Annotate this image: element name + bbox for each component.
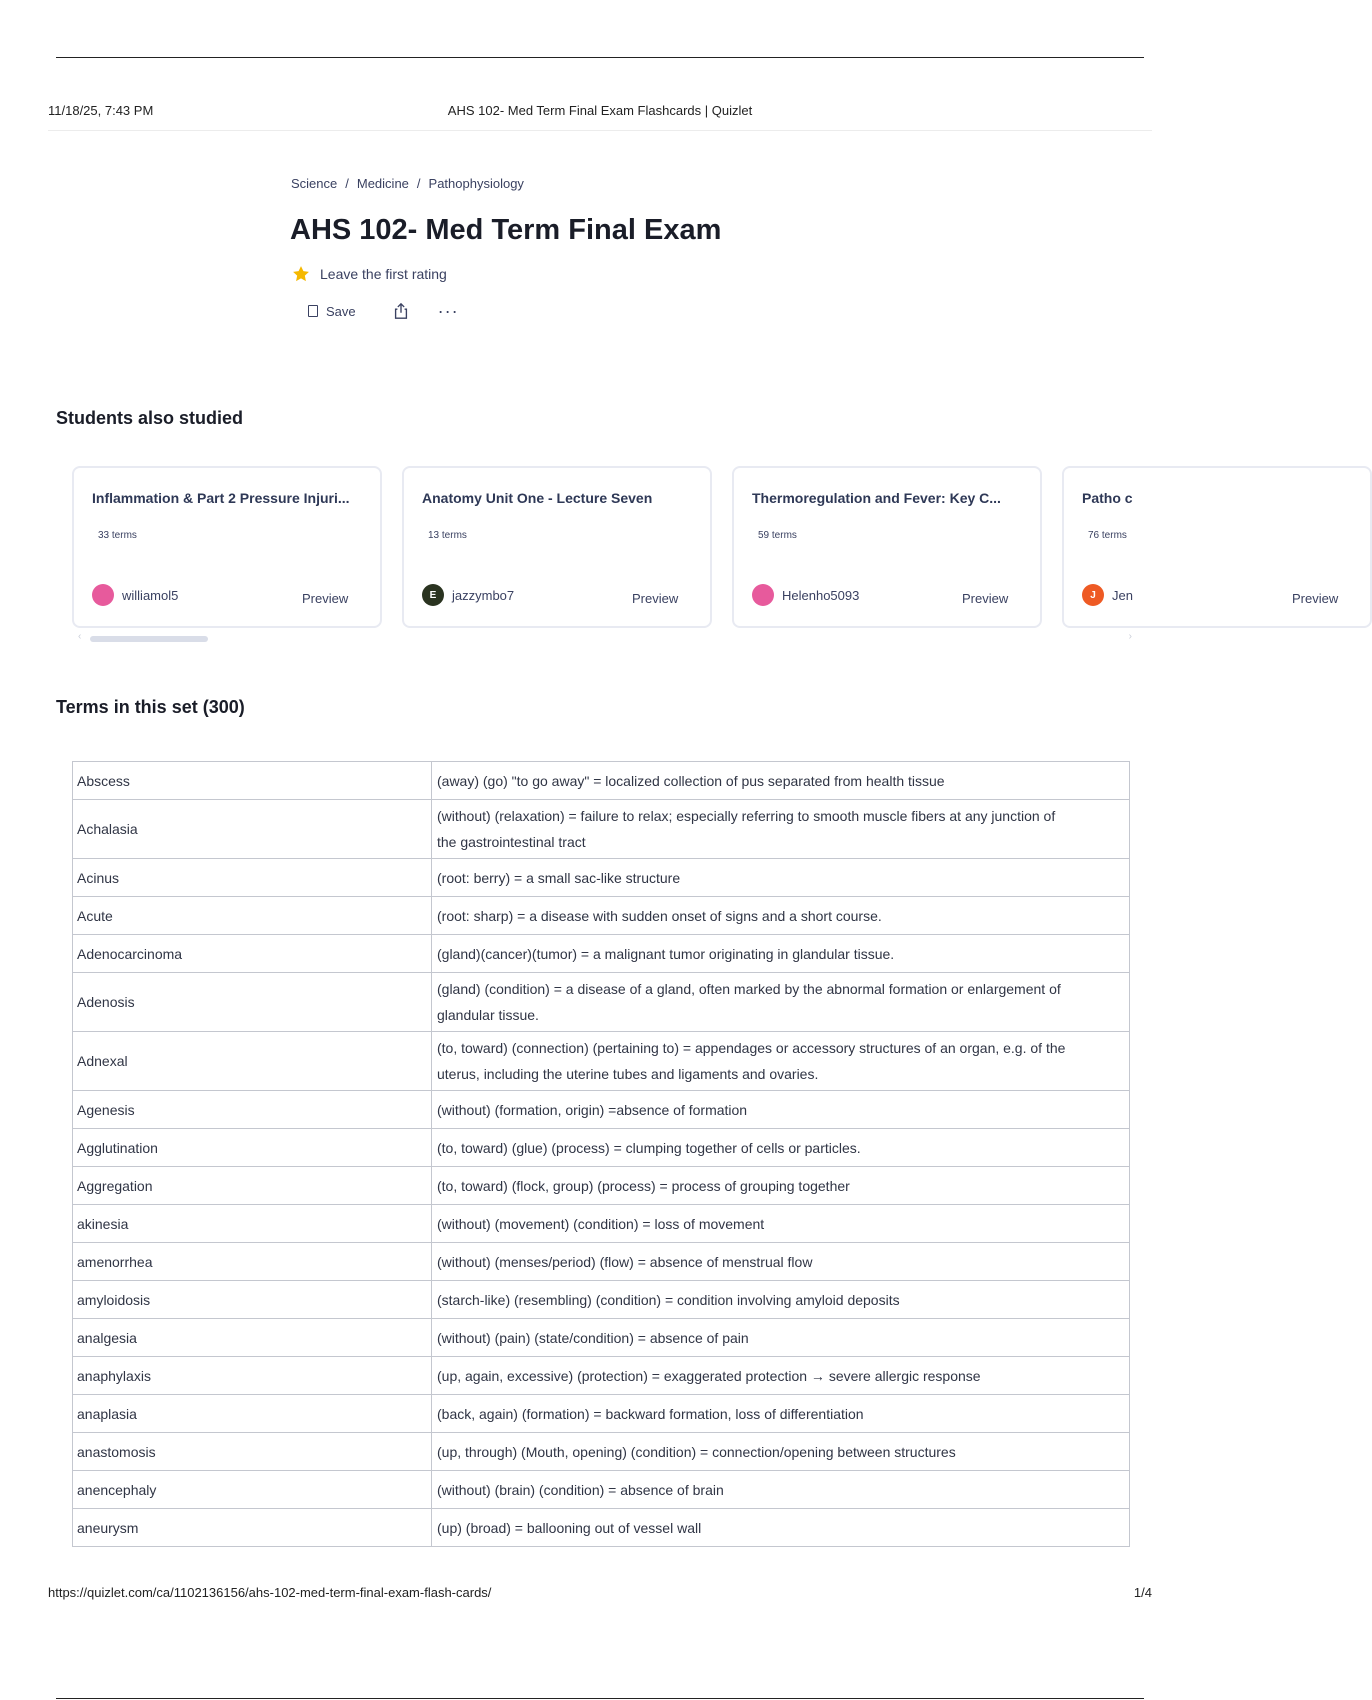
table-row [73,1205,1130,1243]
term-cell: anencephaly [73,1471,432,1509]
card-username: Jen [1112,587,1133,603]
share-icon[interactable] [392,302,410,320]
definition-cell: (starch-like) (resembling) (condition) = condition involving amyloid deposits [432,1281,1130,1319]
print-header-divider [48,130,1152,131]
related-set-card[interactable] [72,466,382,628]
definition-cell: (without) (relaxation) = failure to relax; especially referring to smooth muscle fibers at any junction of the gastrointestinal tract [432,800,1130,859]
page-title: AHS 102- Med Term Final Exam [290,214,722,246]
related-set-card[interactable] [402,466,712,628]
terms-heading: Terms in this set (300) [56,697,245,717]
table-row [73,1281,1130,1319]
definition-cell: (back, again) (formation) = backward formation, loss of differentiation [432,1395,1130,1433]
star-icon [291,264,311,284]
avatar: J [1082,584,1104,606]
table-row [73,762,1130,800]
rating-prompt[interactable] [291,264,447,284]
breadcrumb-pathophysiology[interactable]: Pathophysiology [428,176,524,191]
table-row [73,1433,1130,1471]
definition-cell: (without) (movement) (condition) = loss of movement [432,1205,1130,1243]
card-term-count: 76 terms [1088,530,1127,541]
definition-cell: (to, toward) (flock, group) (process) = process of grouping together [432,1167,1130,1205]
definition-cell: (up, again, excessive) (protection) = exaggerated protection → severe allergic response [432,1357,1130,1395]
definition-cell: (to, toward) (connection) (pertaining to) = appendages or accessory structures of an organ, e.g. of the uterus, including the uterine tubes and ligaments and ovaries. [432,1032,1130,1091]
breadcrumb-separator: / [416,176,421,191]
carousel-scrollbar[interactable] [78,631,1132,642]
breadcrumb [291,176,524,191]
term-cell: Acute [73,897,432,935]
breadcrumb-science[interactable]: Science [291,176,338,191]
definition-cell: (without) (menses/period) (flow) = absence of menstrual flow [432,1243,1130,1281]
breadcrumb-separator: / [345,176,349,191]
term-cell: amenorrhea [73,1243,432,1281]
term-cell: Agenesis [73,1091,432,1129]
page-number: 1/4 [1133,1585,1152,1600]
print-header [48,103,1152,121]
definition-cell: (gland)(cancer)(tumor) = a malignant tumor originating in glandular tissue. [432,935,1130,973]
related-sets-carousel [72,466,1339,632]
print-url[interactable]: https://quizlet.com/ca/1102136156/ahs-102-med-term-final-exam-flash-cards/ [48,1585,492,1600]
term-cell: Abscess [73,762,432,800]
table-row [73,897,1130,935]
table-row [73,1357,1130,1395]
table-row [73,1395,1130,1433]
definition-cell: (root: berry) = a small sac-like structure [432,859,1130,897]
card-term-count: 13 terms [428,530,467,541]
table-row [73,1509,1130,1547]
term-cell: Adenocarcinoma [73,935,432,973]
definition-cell: (without) (pain) (state/condition) = absence of pain [432,1319,1130,1357]
term-cell: Aggregation [73,1167,432,1205]
term-cell: Adenosis [73,973,432,1032]
scroll-right-icon[interactable]: › [1128,631,1132,642]
card-title: Thermoregulation and Fever: Key C... [752,490,1001,506]
card-username: williamol5 [122,587,179,603]
definition-cell: (to, toward) (glue) (process) = clumping together of cells or particles. [432,1129,1130,1167]
preview-button[interactable]: Preview [632,591,679,606]
more-options-icon[interactable]: ··· [437,301,459,321]
term-cell: anaphylaxis [73,1357,432,1395]
save-button[interactable] [308,304,356,319]
card-title: Patho c [1082,490,1133,506]
term-cell: anaplasia [73,1395,432,1433]
set-actions [308,302,459,320]
table-row [73,935,1130,973]
table-row [73,859,1130,897]
card-term-count: 33 terms [98,530,137,541]
term-cell: Achalasia [73,800,432,859]
table-row [73,1167,1130,1205]
term-cell: Adnexal [73,1032,432,1091]
table-row [73,800,1130,859]
related-set-card[interactable] [732,466,1042,628]
scroll-left-icon[interactable]: ‹ [78,631,82,642]
print-document-title: AHS 102- Med Term Final Exam Flashcards | Quizlet [447,103,753,118]
definition-cell: (gland) (condition) = a disease of a gland, often marked by the abnormal formation or enlargement of glandular tissue. [432,973,1130,1032]
card-username: jazzymbo7 [452,587,515,603]
table-row [73,1319,1130,1357]
definition-cell: (up) (broad) = ballooning out of vessel wall [432,1509,1130,1547]
card-title: Inflammation & Part 2 Pressure Injuri... [92,490,350,506]
print-datetime: 11/18/25, 7:43 PM [48,103,154,118]
scrollbar-thumb[interactable] [90,636,208,642]
table-row [73,1032,1130,1091]
page-top-rule [56,57,1144,58]
preview-button[interactable]: Preview [1292,591,1339,606]
table-row [73,1091,1130,1129]
students-also-studied-heading: Students also studied [56,408,244,428]
definition-cell: (up, through) (Mouth, opening) (condition) = connection/opening between structures [432,1433,1130,1471]
preview-button[interactable]: Preview [962,591,1009,606]
table-row [73,973,1130,1032]
card-author [1082,584,1133,606]
terms-table [72,761,1130,1547]
term-cell: aneurysm [73,1509,432,1547]
card-title: Anatomy Unit One - Lecture Seven [422,490,653,506]
definition-cell: (root: sharp) = a disease with sudden onset of signs and a short course. [432,897,1130,935]
rating-label: Leave the first rating [320,266,447,282]
page-bottom-rule [56,1698,1144,1699]
term-cell: anastomosis [73,1433,432,1471]
term-cell: Acinus [73,859,432,897]
card-username: Helenho5093 [782,587,860,603]
related-set-card[interactable] [1062,466,1372,628]
term-cell: amyloidosis [73,1281,432,1319]
term-cell: analgesia [73,1319,432,1357]
table-row [73,1129,1130,1167]
definition-cell: (without) (formation, origin) =absence of formation [432,1091,1130,1129]
table-row [73,1243,1130,1281]
term-cell: Agglutination [73,1129,432,1167]
card-author [422,584,514,606]
card-author [92,584,178,606]
save-label: Save [326,303,356,319]
card-term-count: 59 terms [758,530,797,541]
definition-cell: (without) (brain) (condition) = absence of brain [432,1471,1130,1509]
table-row [73,1471,1130,1509]
avatar: E [422,584,444,606]
avatar [92,584,114,606]
avatar [752,584,774,606]
breadcrumb-medicine[interactable]: Medicine [356,176,409,191]
definition-cell: (away) (go) "to go away" = localized collection of pus separated from health tissue [432,762,1130,800]
card-author [752,584,859,606]
save-icon [308,305,318,317]
preview-button[interactable]: Preview [302,591,349,606]
term-cell: akinesia [73,1205,432,1243]
